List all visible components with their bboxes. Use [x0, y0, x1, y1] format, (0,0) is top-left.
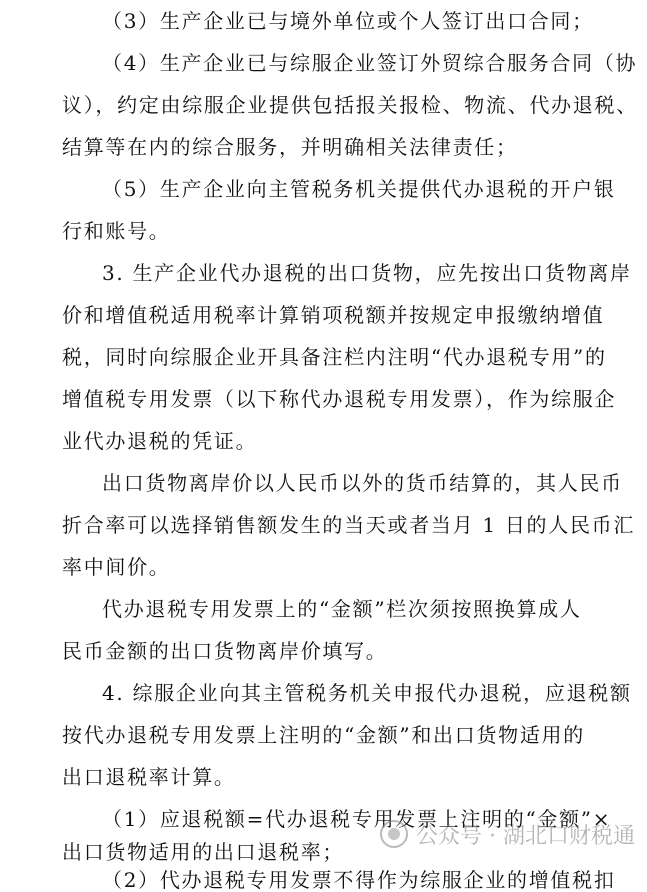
text-line: 出口货物离岸价以人民币以外的货币结算的，其人民币	[102, 471, 623, 495]
text-line: 行和账号。	[62, 219, 171, 243]
text-line: 议），约定由综服企业提供包括报关报检、物流、代办退税、	[62, 93, 638, 117]
text-line: 4. 综服企业向其主管税务机关申报代办退税，应退税额	[102, 681, 632, 705]
text-line: 民币金额的出口货物离岸价填写。	[62, 639, 388, 663]
text-line: （4）生产企业已与综服企业签订外贸综合服务合同（协	[102, 51, 638, 75]
text-line: （2）代办退税专用发票不得作为综服企业的增值税扣	[102, 868, 616, 892]
text-line: 出口货物适用的出口退税率；	[62, 840, 345, 864]
text-line: 业代办退税的凭证。	[62, 429, 258, 453]
watermark-text: 公众号 · 湖北口财税通	[416, 823, 635, 849]
text-line: 率中间价。	[62, 555, 171, 579]
text-line: 价和增值税适用税率计算销项税额并按规定申报缴纳增值	[62, 303, 605, 327]
text-line: 代办退税专用发票上的“金额”栏次须按照换算成人	[102, 597, 582, 621]
text-line: 出口退税率计算。	[62, 765, 236, 789]
text-line: （5）生产企业向主管税务机关提供代办退税的开户银	[102, 177, 616, 201]
text-line: （3）生产企业已与境外单位或个人签订出口合同；	[102, 9, 594, 33]
text-line: 折合率可以选择销售额发生的当天或者当月 1 日的人民币汇	[62, 513, 636, 537]
text-line: 增值税专用发票（以下称代办退税专用发票），作为综服企	[62, 387, 617, 411]
text-line: （1）应退税额=代办退税专用发票上注明的“金额”×	[102, 807, 612, 831]
text-line: 税，同时向综服企业开具备注栏内注明“代办退税专用”的	[62, 345, 607, 369]
text-line: 3. 生产企业代办退税的出口货物，应先按出口货物离岸	[102, 261, 632, 285]
text-line: 按代办退税专用发票上注明的“金额”和出口货物适用的	[62, 723, 585, 747]
text-line: 结算等在内的综合服务，并明确相关法律责任；	[62, 135, 518, 159]
